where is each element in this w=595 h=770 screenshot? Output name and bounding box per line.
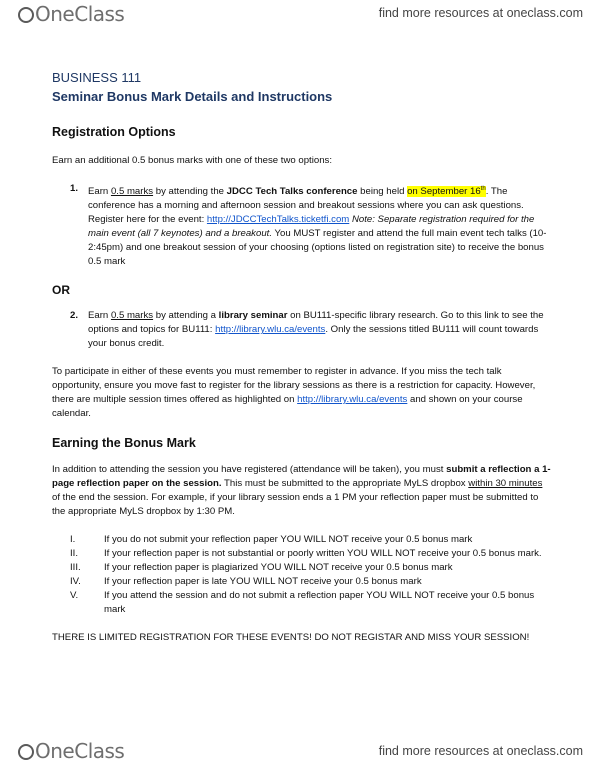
rule-text: If you do not submit your reflection paper YOU WILL NOT receive your 0.5 bonus mark [104, 534, 473, 546]
logo-ring-icon [18, 744, 34, 760]
page-header [0, 0, 595, 30]
document-body [52, 70, 552, 645]
rule-number: III. [70, 562, 81, 574]
logo-ring-icon [18, 7, 34, 23]
option-1-date-suffix: th [480, 186, 486, 192]
earning-text: of the end the session. For example, if your library session ends a 1 PM your reflection paper must be submitted to the appropriate MyLS dropbox by 1:30 PM. [52, 492, 539, 518]
footer-resources-link[interactable]: find more resources at oneclass.com [378, 744, 583, 758]
earning-text: This must be submitted to the appropriate MyLS dropbox [221, 478, 469, 490]
rules-list [52, 533, 552, 617]
rule-item [52, 533, 552, 547]
tech-talks-link[interactable]: http://JDCCTechTalks.ticketfi.com [206, 214, 350, 226]
rule-text: If your reflection paper is late YOU WILL NOT receive your 0.5 bonus mark [104, 576, 422, 588]
registration-heading: Registration Options [52, 125, 176, 139]
intro-text: Earn an additional 0.5 bonus marks with one of these two options: [52, 155, 332, 166]
earning-deadline: within 30 minutes [468, 478, 543, 490]
rule-text: If your reflection paper is plagiarized YOU WILL NOT receive your 0.5 bonus mark [104, 562, 453, 574]
rule-item [52, 561, 552, 575]
option-1-date [407, 186, 486, 197]
document-title: Seminar Bonus Mark Details and Instructions [52, 89, 333, 104]
oneclass-logo[interactable] [18, 3, 124, 25]
option-1-number: 1. [70, 183, 79, 194]
or-separator: OR [52, 283, 70, 298]
closing-warning: THERE IS LIMITED REGISTRATION FOR THESE EVENTS! DO NOT REGISTAR AND MISS YOUR SESSION! [52, 632, 530, 644]
rule-item [52, 547, 552, 561]
option-1-text: You MUST register and attend the full main event tech talks (10-2:45pm) and one breakout session of your choosing (options listed on registration site) to receive the bonus 0.5 mark [88, 228, 547, 268]
earning-text: In addition to attending the session you have registered (attendance will be taken), you must [52, 464, 447, 476]
option-1-text: . The conference has a morning and afternoon session and breakout sessions where you can ask questions. Register here for the event: [88, 186, 524, 226]
option-2-event-name: library seminar [218, 310, 288, 322]
option-1-text: by attending the [153, 186, 227, 198]
option-2-text: by attending a [153, 310, 219, 322]
option-1-text: Earn [88, 186, 111, 198]
option-2 [52, 309, 552, 351]
option-2-text: on BU111-specific library research. Go to this link to see the options and topics for BU111: [88, 310, 544, 336]
option-2-text: Earn [88, 310, 111, 322]
participate-text: To participate in either of these events you must remember to register in advance. If you miss the tech talk opportunity, ensure you move fast to register for the library sessions as there is a restriction for capacity. However, there are multiple session times offered as highlighted on [52, 366, 536, 406]
earning-heading: Earning the Bonus Mark [52, 436, 196, 451]
rule-number: I. [70, 534, 76, 546]
option-1-date-text: on September 16 [407, 186, 481, 198]
option-1-text: being held [357, 186, 408, 198]
option-1 [52, 182, 552, 269]
rule-number: II. [70, 548, 78, 560]
rule-number: V. [70, 590, 79, 602]
rule-text: If you attend the session and do not submit a reflection paper YOU WILL NOT receive your 0.5 bonus mark [104, 590, 535, 616]
logo-text: OneClass [35, 2, 125, 26]
earning-requirement: submit a reflection a 1-page reflection paper on the session. [52, 464, 551, 490]
earning-paragraph [52, 463, 552, 519]
rule-text: If your reflection paper is not substantial or poorly written YOU WILL NOT receive your 0.5 bonus mark. [104, 548, 542, 560]
option-1-event-name: JDCC Tech Talks conference [226, 186, 358, 198]
logo-text: OneClass [35, 739, 125, 763]
option-1-marks: 0.5 marks [110, 186, 154, 198]
library-events-link[interactable]: http://library.wlu.ca/events [215, 324, 326, 336]
header-resources-link[interactable]: find more resources at oneclass.com [378, 6, 583, 20]
option-2-text: . Only the sessions titled BU111 will count towards your bonus credit. [88, 324, 539, 350]
option-1-note: Note: Separate registration required for the main event (all 7 keynotes) and a breakout. [88, 214, 535, 240]
page-footer [0, 738, 595, 768]
rule-item [52, 575, 552, 589]
option-2-number: 2. [70, 310, 79, 322]
participate-text: and shown on your course calendar. [52, 394, 523, 420]
library-events-link-2[interactable]: http://library.wlu.ca/events [297, 394, 408, 406]
option-2-marks: 0.5 marks [110, 310, 154, 322]
course-code: BUSINESS 111 [52, 70, 142, 85]
rule-item [52, 589, 552, 617]
participate-paragraph [52, 365, 552, 421]
oneclass-logo-footer[interactable] [18, 740, 124, 762]
rule-number: IV. [70, 576, 81, 588]
